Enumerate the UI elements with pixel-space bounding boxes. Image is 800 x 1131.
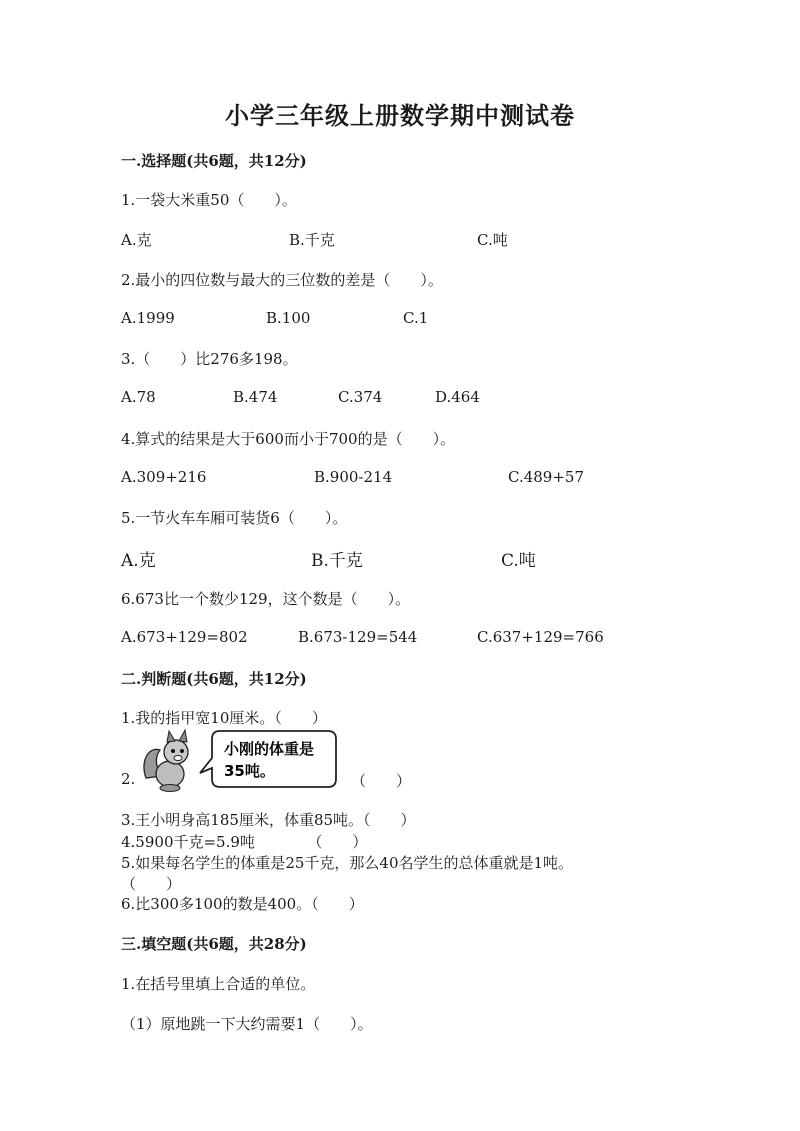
answer-blank[interactable]: （ ） bbox=[121, 875, 182, 893]
option-b[interactable]: B.千克 bbox=[289, 231, 335, 249]
option-c[interactable]: C.1 bbox=[403, 309, 429, 327]
option-c[interactable]: C.637+129=766 bbox=[477, 628, 604, 646]
question-stem: 3.（ ）比276多198。 bbox=[121, 350, 298, 368]
squirrel-icon bbox=[144, 730, 188, 792]
bubble-line-1: 小刚的体重是 bbox=[224, 740, 315, 758]
question-stem: 6.673比一个数少129，这个数是（ ）。 bbox=[121, 590, 411, 608]
option-a[interactable]: A.673+129=802 bbox=[121, 628, 248, 646]
option-a[interactable]: A.1999 bbox=[121, 309, 175, 327]
question-stem: 5.如果每名学生的体重是25千克，那么40名学生的总体重就是1吨。 bbox=[121, 854, 574, 872]
option-c[interactable]: C.吨 bbox=[501, 551, 536, 571]
option-a[interactable]: A.309+216 bbox=[121, 468, 207, 486]
question-number: 2. bbox=[121, 770, 136, 788]
option-a[interactable]: A.克 bbox=[121, 551, 156, 571]
option-c[interactable]: C.489+57 bbox=[508, 468, 584, 486]
section-heading-fill: 三.填空题(共6题，共28分) bbox=[121, 935, 307, 953]
option-a[interactable]: A.克 bbox=[121, 231, 152, 249]
option-c[interactable]: C.吨 bbox=[477, 231, 508, 249]
section-heading-judge: 二.判断题(共6题，共12分) bbox=[121, 670, 307, 688]
answer-blank[interactable]: （ ） bbox=[351, 772, 412, 790]
question-stem: 4.算式的结果是大于600而小于700的是（ ）。 bbox=[121, 430, 456, 448]
question-stem: 6.比300多100的数是400。（ ） bbox=[121, 895, 364, 913]
question-stem: （1）原地跳一下大约需要1（ ）。 bbox=[121, 1015, 373, 1033]
option-c[interactable]: C.374 bbox=[338, 388, 383, 406]
bubble-line-2: 35吨。 bbox=[224, 762, 275, 780]
question-stem: 2.最小的四位数与最大的三位数的差是（ ）。 bbox=[121, 271, 443, 289]
option-b[interactable]: B.673-129=544 bbox=[298, 628, 418, 646]
question-stem: 4.5900千克=5.9吨 （ ） bbox=[121, 833, 368, 851]
speech-bubble bbox=[200, 731, 336, 787]
squirrel-speech-illustration bbox=[140, 728, 340, 794]
question-stem: 3.王小明身高185厘米，体重85吨。（ ） bbox=[121, 811, 416, 829]
option-b[interactable]: B.千克 bbox=[311, 551, 363, 571]
question-stem: 5.一节火车车厢可装货6（ ）。 bbox=[121, 509, 348, 527]
question-stem: 1.在括号里填上合适的单位。 bbox=[121, 975, 316, 993]
option-b[interactable]: B.900-214 bbox=[314, 468, 393, 486]
question-stem: 1.一袋大米重50（ ）。 bbox=[121, 191, 297, 209]
option-a[interactable]: A.78 bbox=[121, 388, 156, 406]
section-heading-choice: 一.选择题(共6题，共12分) bbox=[121, 152, 307, 170]
option-b[interactable]: B.474 bbox=[233, 388, 278, 406]
question-stem: 1.我的指甲宽10厘米。（ ） bbox=[121, 709, 327, 727]
option-b[interactable]: B.100 bbox=[266, 309, 311, 327]
page-title: 小学三年级上册数学期中测试卷 bbox=[225, 101, 575, 130]
option-d[interactable]: D.464 bbox=[435, 388, 480, 406]
